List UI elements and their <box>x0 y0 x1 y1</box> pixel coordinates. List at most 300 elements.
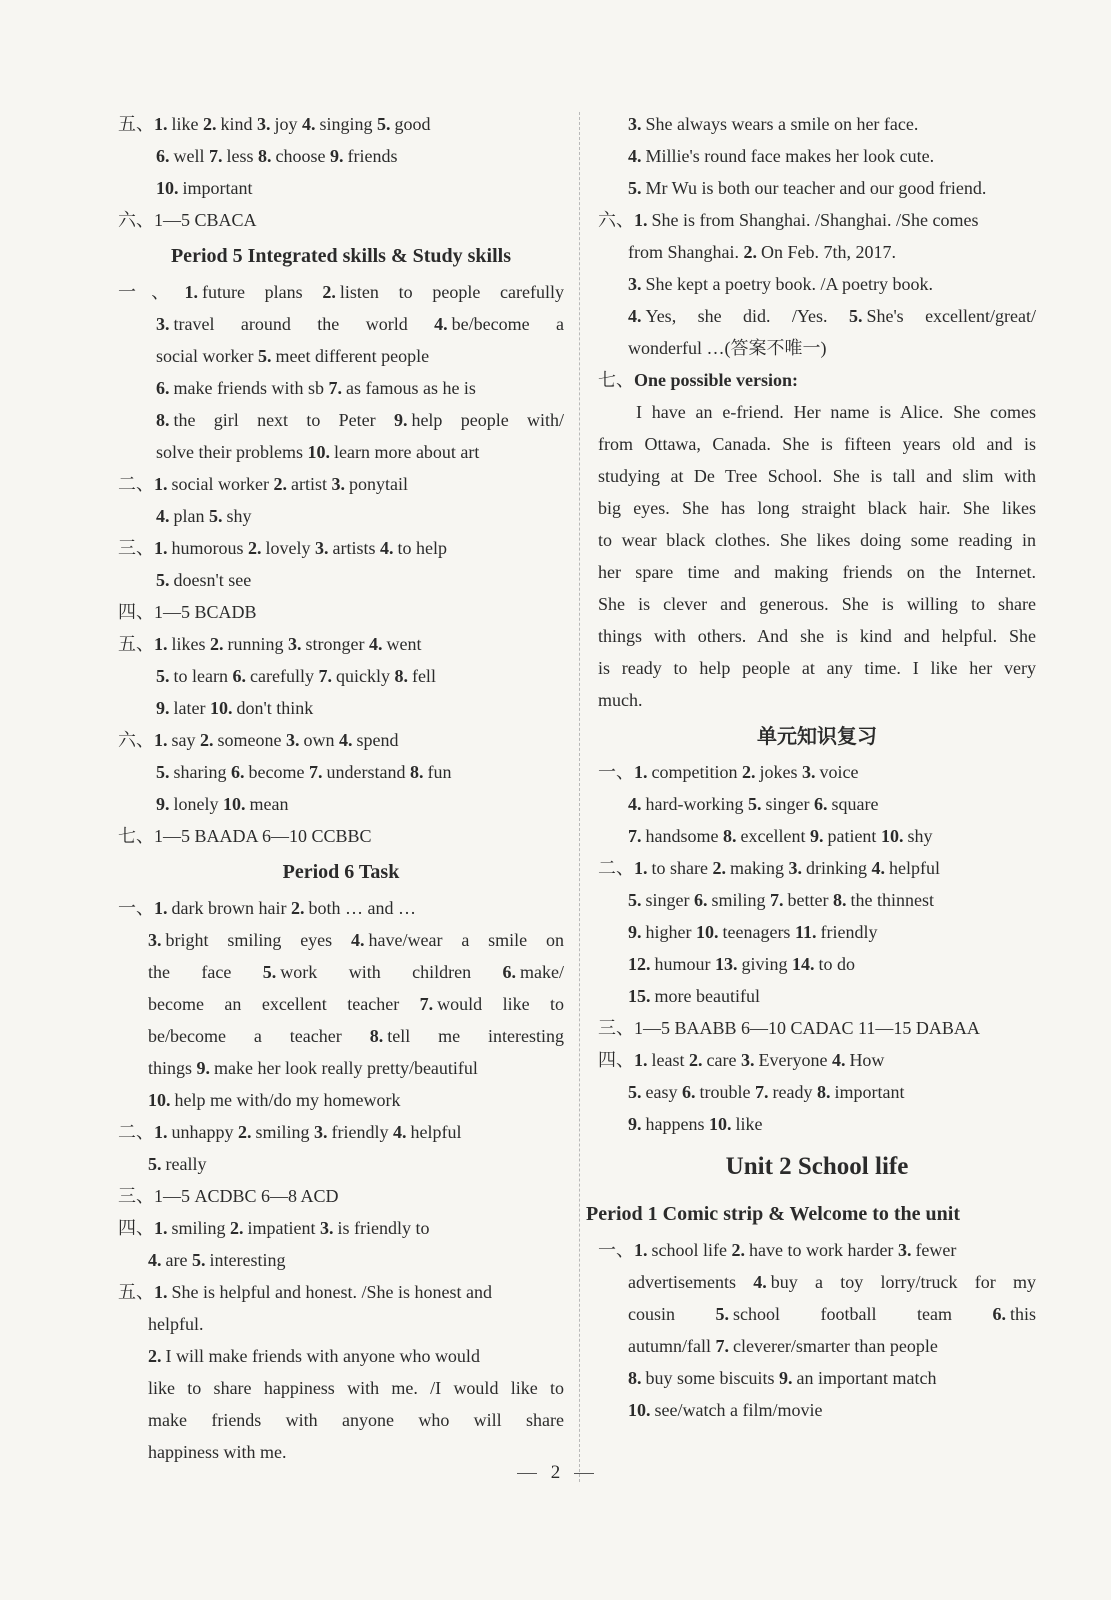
answer-text: helpful <box>410 1122 462 1142</box>
answer-text: future plans <box>201 282 303 302</box>
answer-text: solve their problems <box>156 442 303 462</box>
item-number: 10. <box>148 1090 171 1110</box>
answer-text: competition <box>651 762 738 782</box>
answer-text: to share <box>651 858 708 878</box>
item-number: 8. <box>628 1368 642 1388</box>
item-number: 4. <box>156 506 170 526</box>
answer-line <box>118 172 564 204</box>
answer-line <box>118 956 564 988</box>
item-number: 1. <box>634 1240 648 1260</box>
answer-text: less <box>226 146 254 166</box>
page-number <box>0 1462 1111 1484</box>
answer-text: hard-working <box>645 794 744 814</box>
answer-line <box>598 1394 1036 1426</box>
answer-text: well <box>173 146 205 166</box>
item-number: 3. <box>315 538 329 558</box>
item-number: 10. <box>209 698 233 718</box>
answer-line <box>598 1266 1036 1298</box>
answer-text: autumn/fall <box>628 1336 711 1356</box>
item-number: 7. <box>209 146 223 166</box>
answer-text: doesn't see <box>173 570 252 590</box>
section-marker: 五、 <box>118 114 154 134</box>
answer-text: teenagers <box>722 922 791 942</box>
answer-text: shy <box>226 506 252 526</box>
answer-text: ponytail <box>348 474 408 494</box>
answer-text: humorous <box>171 538 244 558</box>
answer-text: She is from Shanghai. /Shanghai. /She comes <box>651 210 979 230</box>
item-number: 6. <box>813 794 828 814</box>
answer-line <box>118 500 564 532</box>
item-number: 3. <box>314 1122 328 1142</box>
answer-text: running <box>227 634 284 654</box>
answer-text: 1—5 BAABB 6—10 CADAC 11—15 DABAA <box>634 1018 980 1038</box>
answer-text: both … and … <box>308 898 416 918</box>
answer-line <box>118 1212 564 1244</box>
answer-text: from Ottawa, Canada. She is fifteen years old and is <box>598 434 1036 454</box>
item-number: 4. <box>302 114 316 134</box>
answer-text: better <box>787 890 829 910</box>
item-number: 9. <box>196 1058 211 1078</box>
left-column <box>118 108 564 1468</box>
answer-line <box>598 916 1036 948</box>
answer-line <box>118 788 564 820</box>
answer-line <box>598 492 1036 524</box>
answer-text: lonely <box>173 794 219 814</box>
item-number: 7. <box>628 826 642 846</box>
answer-text: understand <box>326 762 406 782</box>
section-marker: 二、 <box>118 1122 154 1142</box>
item-number: 1. <box>154 634 168 654</box>
answer-text: spend <box>356 730 399 750</box>
item-number: 10. <box>708 1114 732 1134</box>
answer-text: become an excellent teacher <box>148 994 400 1014</box>
section-marker: 二、 <box>118 474 154 494</box>
answer-text: care <box>706 1050 737 1070</box>
answer-text: happiness with me. <box>148 1442 287 1462</box>
answer-text: helpful. <box>148 1314 204 1334</box>
answer-text: things <box>148 1058 193 1078</box>
answer-text: wonderful …(答案不唯一) <box>628 338 827 358</box>
answer-text: become <box>248 762 305 782</box>
answer-line <box>118 1020 564 1052</box>
item-number: 9. <box>393 410 408 430</box>
answer-text: artist <box>290 474 327 494</box>
section-marker: 四、 <box>118 602 154 622</box>
answer-text: make friends with sb <box>173 378 324 398</box>
item-number: 3. <box>788 858 802 878</box>
answer-text: is friendly to <box>337 1218 430 1238</box>
answer-line <box>118 308 564 340</box>
answer-text: to help <box>397 538 447 558</box>
answer-text: She is clever and generous. She is willing to share <box>598 594 1036 614</box>
item-number: 3. <box>257 114 271 134</box>
item-number: 5. <box>262 962 277 982</box>
item-number: 5. <box>148 1154 162 1174</box>
answer-text: to learn <box>173 666 228 686</box>
item-number: 8. <box>394 666 408 686</box>
item-number: 4. <box>148 1250 162 1270</box>
section-marker: 三、 <box>598 1018 634 1038</box>
answer-text: listen to people carefully <box>339 282 565 302</box>
item-number: 5. <box>209 506 223 526</box>
answer-text: trouble <box>699 1082 751 1102</box>
answer-text: I will make friends with anyone who would <box>165 1346 480 1366</box>
answer-text: say <box>171 730 196 750</box>
answer-text: learn more about art <box>333 442 480 462</box>
answer-text: fewer <box>915 1240 957 1260</box>
answer-line <box>118 532 564 564</box>
answer-line <box>598 428 1036 460</box>
item-number: 4. <box>628 146 642 166</box>
answer-text: like <box>735 1114 763 1134</box>
answer-line <box>118 1276 564 1308</box>
item-number: 4. <box>380 538 394 558</box>
item-number: 2. <box>743 242 757 262</box>
answer-text: Yes, she did. /Yes. <box>645 306 828 326</box>
item-number: 2. <box>203 114 217 134</box>
item-number: 5. <box>156 762 170 782</box>
right-column <box>586 108 1037 1426</box>
item-number: 8. <box>156 410 170 430</box>
answer-text: travel around the world <box>173 314 408 334</box>
answer-line <box>598 556 1036 588</box>
item-number: 8. <box>258 146 272 166</box>
item-number: 4. <box>434 314 448 334</box>
answer-line <box>598 1012 1036 1044</box>
item-number: 6. <box>232 666 246 686</box>
answer-text: excellent <box>740 826 806 846</box>
answer-line <box>118 404 564 436</box>
answer-line <box>598 620 1036 652</box>
answer-line <box>118 628 564 660</box>
answer-text: Mr Wu is both our teacher and our good friend. <box>645 178 987 198</box>
item-number: 3. <box>320 1218 334 1238</box>
answer-text: Everyone <box>758 1050 828 1070</box>
answer-line <box>118 1084 564 1116</box>
answer-text: social worker <box>156 346 254 366</box>
answer-text: carefully <box>249 666 314 686</box>
item-number: 5. <box>848 306 863 326</box>
answer-text: friendly <box>331 1122 389 1142</box>
answer-line <box>118 988 564 1020</box>
item-number: 5. <box>257 346 272 366</box>
item-number: 5. <box>156 570 170 590</box>
answer-text: don't think <box>236 698 314 718</box>
answer-text: stronger <box>305 634 365 654</box>
answer-line <box>598 820 1036 852</box>
answer-text: big eyes. She has long straight black hair. She likes <box>598 498 1036 518</box>
unit-heading: Unit 2 School life <box>725 1153 909 1180</box>
item-number: 4. <box>628 306 642 326</box>
answer-line <box>118 108 564 140</box>
item-number: 8. <box>369 1026 384 1046</box>
section-marker: 二、 <box>598 858 634 878</box>
item-number: 6. <box>681 1082 696 1102</box>
item-number: 9. <box>809 826 824 846</box>
item-number: 5. <box>628 1082 642 1102</box>
answer-line <box>118 692 564 724</box>
answer-text: cleverer/smarter than people <box>732 1336 938 1356</box>
section-marker: 四、 <box>118 1218 154 1238</box>
answer-text: artists <box>332 538 376 558</box>
item-number: 1. <box>154 1282 168 1302</box>
answer-text: tell me interesting <box>387 1026 565 1046</box>
answer-text: friends <box>347 146 398 166</box>
answer-line <box>598 204 1036 236</box>
section-marker: 三、 <box>118 538 154 558</box>
item-number: 2. <box>248 538 262 558</box>
answer-text: important <box>834 1082 905 1102</box>
section-heading: 单元知识复习 <box>757 724 877 748</box>
answer-text: smiling <box>171 1218 226 1238</box>
item-number: 1. <box>154 114 168 134</box>
item-number: 1. <box>634 210 648 230</box>
answer-text: be/become a teacher <box>148 1026 342 1046</box>
item-number: 8. <box>816 1082 831 1102</box>
answer-text: fun <box>427 762 452 782</box>
section-marker: 五、 <box>118 1282 154 1302</box>
answer-text: much. <box>598 690 643 710</box>
item-number: 1. <box>154 1122 168 1142</box>
answer-text: her spare time and making friends on the Internet. <box>598 562 1036 582</box>
item-number: 9. <box>329 146 344 166</box>
section-marker: 六、 <box>118 210 154 230</box>
answer-text: shy <box>907 826 933 846</box>
answer-line <box>598 140 1036 172</box>
item-number: 5. <box>628 890 642 910</box>
answer-text: school life <box>651 1240 727 1260</box>
answer-text: as famous as he is <box>345 378 476 398</box>
section-heading: Period 5 Integrated skills & Study skills <box>170 245 512 267</box>
answer-text: studying at De Tree School. She is tall and slim with <box>598 466 1036 486</box>
item-number: 11. <box>794 922 817 942</box>
answer-line <box>598 364 1036 396</box>
answer-text: advertisements <box>628 1272 736 1292</box>
section-marker: 七、 <box>118 826 154 846</box>
item-number: 9. <box>779 1368 793 1388</box>
answer-text: things with others. And she is kind and helpful. She <box>598 626 1036 646</box>
answer-text: humour <box>654 954 711 974</box>
item-number: 2. <box>238 1122 252 1142</box>
answer-text: the thinnest <box>850 890 934 910</box>
item-number: 7. <box>308 762 323 782</box>
item-number: 6. <box>156 146 170 166</box>
item-number: 5. <box>747 794 762 814</box>
item-number: 5. <box>715 1304 730 1324</box>
item-number: 7. <box>754 1082 769 1102</box>
answer-line <box>118 724 564 756</box>
answer-line <box>598 300 1036 332</box>
item-number: 3. <box>148 930 162 950</box>
item-number: 4. <box>871 858 885 878</box>
item-number: 1. <box>154 474 168 494</box>
answer-line <box>598 460 1036 492</box>
answer-text: from Shanghai. <box>628 242 739 262</box>
item-number: 10. <box>695 922 719 942</box>
item-number: 2. <box>148 1346 162 1366</box>
answer-text: lovely <box>265 538 311 558</box>
answer-text: ready <box>772 1082 813 1102</box>
answer-text: interesting <box>209 1250 286 1270</box>
section-heading: Period 1 Comic strip & Welcome to the unit <box>586 1203 961 1225</box>
answer-text: dark brown hair <box>171 898 287 918</box>
item-number: 7. <box>318 666 332 686</box>
section-marker: 六、 <box>598 210 634 230</box>
section-marker: 五、 <box>118 634 154 654</box>
item-number: 3. <box>331 474 345 494</box>
answer-line <box>598 1044 1036 1076</box>
answer-line <box>118 924 564 956</box>
item-number: 3. <box>156 314 170 334</box>
item-number: 2. <box>290 898 305 918</box>
item-number: 3. <box>285 730 300 750</box>
answer-text: later <box>173 698 206 718</box>
answer-text: fell <box>411 666 436 686</box>
answer-text: drinking <box>805 858 867 878</box>
section-marker: 一、 <box>598 1240 634 1260</box>
answer-line <box>118 140 564 172</box>
answer-text: cousin <box>628 1304 675 1324</box>
answer-text: likes <box>171 634 206 654</box>
item-number: 8. <box>409 762 424 782</box>
section-marker: 一、 <box>598 762 634 782</box>
answer-text: How <box>849 1050 885 1070</box>
answer-line <box>118 276 564 308</box>
answer-text: singer <box>765 794 810 814</box>
item-number: 8. <box>722 826 737 846</box>
answer-text: patient <box>827 826 877 846</box>
section-marker: 一、 <box>118 898 154 918</box>
answer-text: the girl next to Peter <box>173 410 376 430</box>
answer-text: I have an e-friend. Her name is Alice. She comes <box>636 402 1036 422</box>
item-number: 7. <box>419 994 434 1014</box>
item-number: 1. <box>634 858 648 878</box>
answer-line <box>118 756 564 788</box>
column-divider <box>579 112 580 1482</box>
answer-text: choose <box>275 146 326 166</box>
item-number: 4. <box>393 1122 407 1142</box>
item-number: 3. <box>628 274 642 294</box>
item-number: 13. <box>715 954 738 974</box>
answer-text: good <box>394 114 431 134</box>
item-number: 2. <box>322 282 336 302</box>
item-number: 7. <box>770 890 784 910</box>
answer-text: jokes <box>759 762 798 782</box>
answer-text: She kept a poetry book. /A poetry book. <box>645 274 933 294</box>
answer-text: least <box>651 1050 685 1070</box>
answer-text: joy <box>274 114 298 134</box>
answer-line <box>118 1180 564 1212</box>
answer-line <box>118 1340 564 1372</box>
answer-text: be/become a <box>451 314 564 334</box>
answer-text: plan <box>173 506 205 526</box>
answer-text: happens <box>645 1114 705 1134</box>
answer-line <box>598 1076 1036 1108</box>
answer-text: the face <box>148 962 232 982</box>
answer-line <box>118 468 564 500</box>
answer-text: have to work harder <box>748 1240 894 1260</box>
answer-text: an important match <box>796 1368 937 1388</box>
answer-text: work with children <box>280 962 472 982</box>
item-number: 10. <box>156 178 179 198</box>
dash-left <box>517 1473 537 1474</box>
item-number: 3. <box>740 1050 755 1070</box>
item-number: 6. <box>502 962 517 982</box>
answer-line <box>598 1330 1036 1362</box>
answer-text: mean <box>249 794 289 814</box>
answer-text: 1—5 BCADB <box>154 602 257 622</box>
answer-line <box>118 820 564 852</box>
answer-line <box>118 1404 564 1436</box>
answer-text: buy some biscuits <box>645 1368 775 1388</box>
answer-text: quickly <box>335 666 390 686</box>
answer-text: 1—5 BAADA 6—10 CCBBC <box>154 826 372 846</box>
answer-line <box>598 684 1036 716</box>
item-number: 1. <box>154 538 168 558</box>
answer-text: singing <box>319 114 373 134</box>
item-number: 1. <box>634 762 648 782</box>
item-number: 5. <box>628 178 642 198</box>
answer-text: make/ <box>520 962 565 982</box>
answer-text: more beautiful <box>654 986 760 1006</box>
item-number: 10. <box>223 794 246 814</box>
item-number: 6. <box>992 1304 1007 1324</box>
answer-text: friendly <box>820 922 878 942</box>
item-number: 10. <box>307 442 330 462</box>
answer-line <box>598 1234 1036 1266</box>
answer-line <box>598 268 1036 300</box>
answer-text: sharing <box>173 762 227 782</box>
answer-text: easy <box>645 1082 678 1102</box>
answer-line <box>598 948 1036 980</box>
answer-text: meet different people <box>275 346 430 366</box>
answer-text: are <box>165 1250 188 1270</box>
item-number: 14. <box>792 954 815 974</box>
section-marker: 一、 <box>118 282 185 302</box>
answer-line <box>598 652 1036 684</box>
answer-text: is ready to help people at any time. I like her very <box>598 658 1036 678</box>
item-number: 2. <box>210 634 224 654</box>
answer-text: One possible version: <box>634 370 799 390</box>
item-number: 3. <box>288 634 302 654</box>
answer-text: She's excellent/great/ <box>866 306 1037 326</box>
answer-text: handsome <box>645 826 719 846</box>
answer-text: She always wears a smile on her face. <box>645 114 919 134</box>
item-number: 2. <box>731 1240 745 1260</box>
answer-text: went <box>386 634 422 654</box>
answer-text: smiling <box>711 890 766 910</box>
page-number-text: 2 <box>550 1462 561 1483</box>
item-number: 8. <box>833 890 847 910</box>
item-number: 2. <box>273 474 287 494</box>
answer-text: have/wear a smile on <box>368 930 564 950</box>
answer-line <box>118 1148 564 1180</box>
item-number: 9. <box>156 794 170 814</box>
answer-text: higher <box>645 922 692 942</box>
answer-text: making <box>729 858 784 878</box>
item-number: 10. <box>880 826 904 846</box>
dash-right <box>574 1473 594 1474</box>
answer-line <box>598 588 1036 620</box>
answer-line <box>118 1308 564 1340</box>
answer-text: 1—5 ACDBC 6—8 ACD <box>154 1186 339 1206</box>
answer-text: school football team <box>733 1304 952 1324</box>
answer-text: Millie's round face makes her look cute. <box>645 146 935 166</box>
answer-line <box>598 1108 1036 1140</box>
answer-line <box>118 1244 564 1276</box>
item-number: 2. <box>741 762 756 782</box>
answer-line <box>598 396 1036 428</box>
